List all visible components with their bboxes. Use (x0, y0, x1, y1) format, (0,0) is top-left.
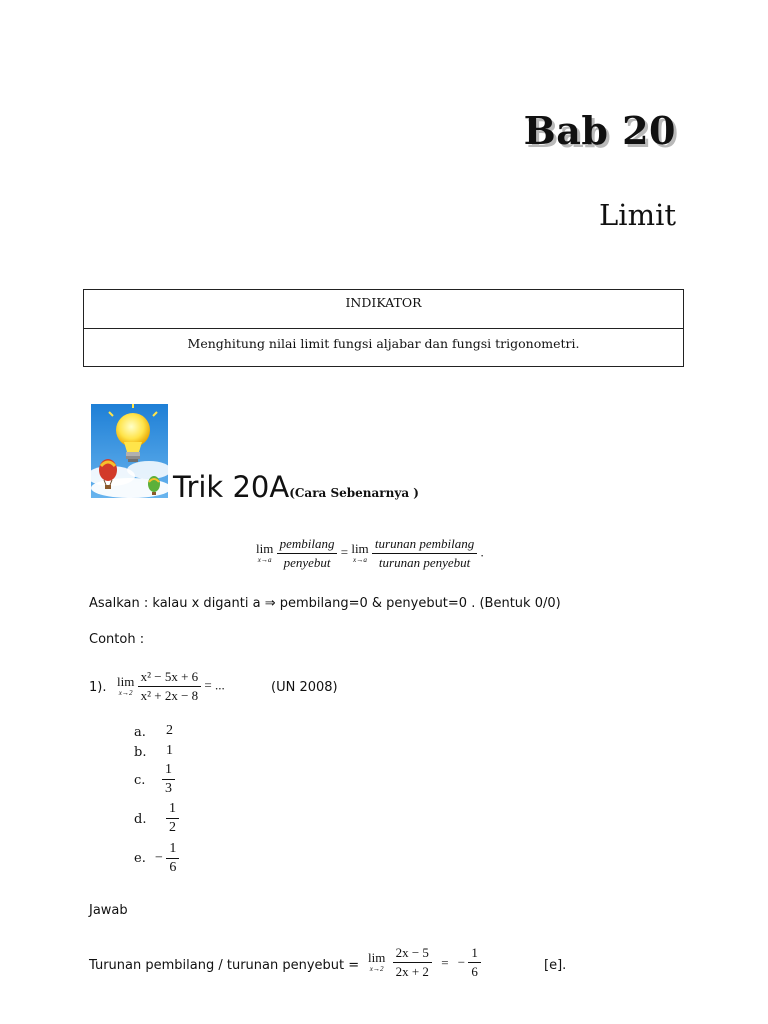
equals-sign: = (340, 544, 349, 560)
lim-operator-2: lim x→a (351, 541, 369, 565)
answer-fraction: $\frac{2x - 5}{2x + 2}$ (393, 945, 432, 980)
option-b-value: 1 (166, 743, 173, 758)
option-a-value: 2 (166, 723, 173, 738)
fraction-pembilang-penyebut: $\frac{\text{pembilang}}{\text{penyebut}}$ (277, 536, 338, 571)
option-b-letter: b. (134, 745, 147, 760)
answer-equals: = (441, 954, 449, 970)
problem-source: (UN 2008) (271, 680, 338, 695)
option-c-letter: c. (134, 773, 146, 788)
answer-lim: lim x→2 (368, 950, 386, 974)
option-d-letter: d. (134, 812, 147, 827)
chapter-title: Limit (599, 198, 676, 232)
answer-result: $\frac{1}{6}$ (468, 945, 481, 980)
option-d-value: $\frac{1}{2}$ (166, 801, 179, 836)
indicator-content: Menghitung nilai limit fungsi aljabar dan fungsi trigonometri. (187, 336, 580, 351)
lightbulb-balloon-icon (91, 404, 168, 498)
trik-subtitle: (Cara Sebenarnya ) (289, 486, 419, 500)
option-e-letter: e. (134, 851, 146, 866)
option-a-letter: a. (134, 725, 146, 740)
limit-rule-formula (256, 536, 484, 571)
problem-expression (117, 669, 225, 704)
lim-operator: lim x→a (256, 541, 274, 565)
example-label: Contoh : (89, 632, 145, 647)
indicator-table (83, 289, 684, 367)
condition-text: Asalkan : kalau x diganti a ⇒ pembilang=0 & penyebut=0 . (Bentuk 0/0) (89, 596, 561, 611)
problem-tail: = ... (204, 677, 225, 693)
fraction-turunan: $\frac{\text{turunan pembilang}}{\text{turunan penyebut}}$ (372, 536, 477, 571)
answer-sign: − (457, 954, 466, 970)
problem-fraction: $\frac{\text{x² − 5x + 6}}{\text{x² + 2x − 8}}$ (138, 669, 202, 704)
trik-heading (173, 470, 419, 504)
problem-number: 1). (89, 680, 107, 695)
answer-choice: [e]. (544, 958, 567, 973)
trik-title: Trik 20A (173, 470, 290, 504)
answer-expression (368, 945, 481, 980)
problem-lim: lim x→2 (117, 674, 135, 698)
option-e-value: − $\frac{1}{6}$ (155, 841, 179, 876)
indicator-heading: INDIKATOR (84, 290, 683, 329)
option-c-value: $\frac{1}{3}$ (162, 762, 175, 797)
formula-period: . (480, 544, 484, 560)
answer-lead-text: Turunan pembilang / turunan penyebut = (89, 958, 360, 973)
chapter-heading: Bab 20 (523, 108, 676, 153)
answer-label: Jawab (89, 903, 128, 918)
